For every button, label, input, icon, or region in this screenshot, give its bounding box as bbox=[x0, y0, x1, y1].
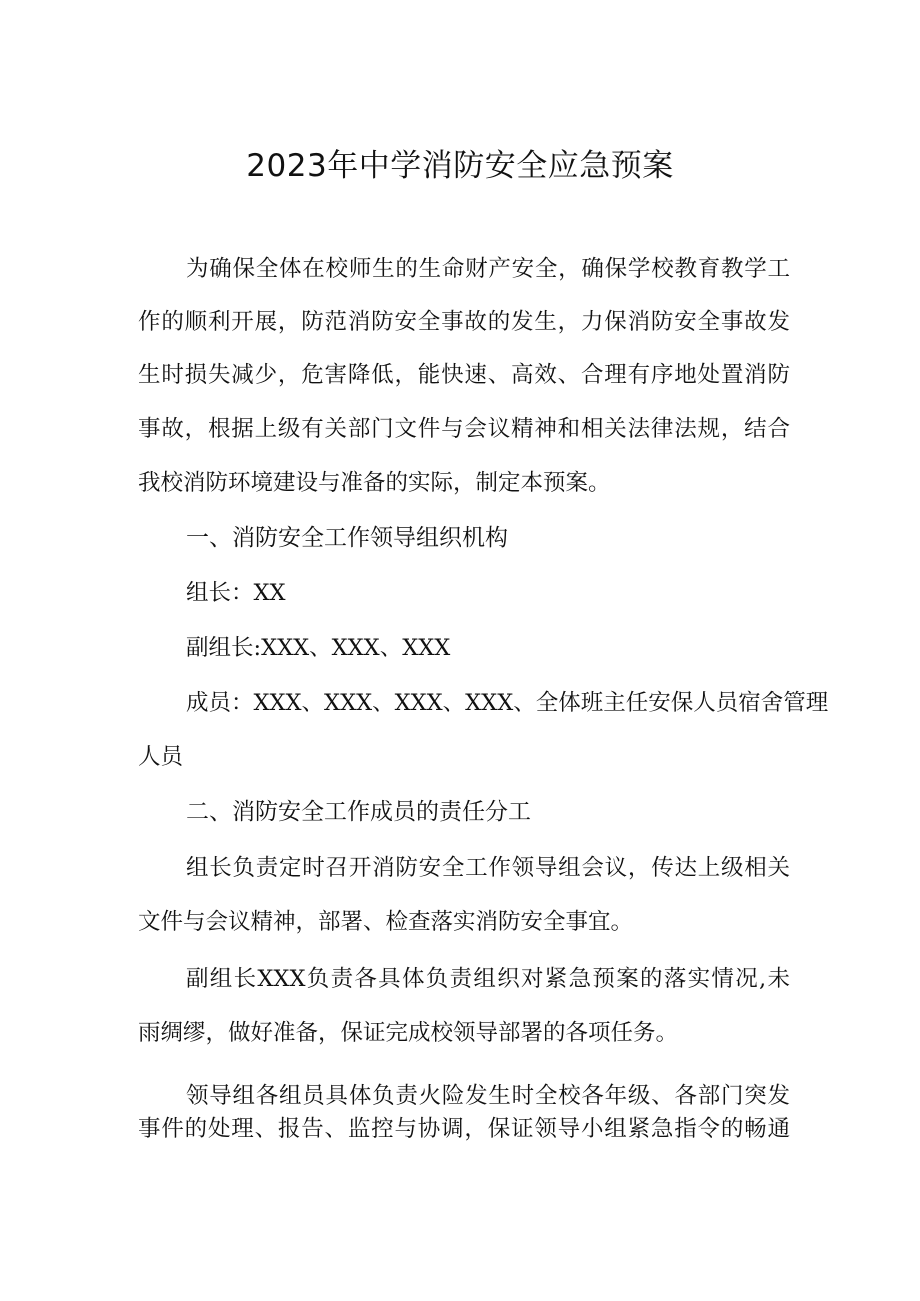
intro-line-1: 为确保全体在校师生的生命财产安全，确保学校教育教学工 bbox=[186, 256, 790, 282]
members-line-2: 人员 bbox=[138, 744, 184, 770]
intro-line-5: 我校消防环境建设与准备的实际，制定本预案。 bbox=[138, 470, 611, 496]
duty-para2-line-1: 副组长XXX负责各具体负责组织对紧急预案的落实情况,未 bbox=[186, 966, 790, 992]
section1-heading: 一、消防安全工作领导组织机构 bbox=[186, 525, 508, 551]
intro-line-2: 作的顺利开展，防范消防安全事故的发生，力保消防安全事故发 bbox=[138, 309, 790, 335]
members-line-1: 成员：XXX、XXX、XXX、XXX、全体班主任安保人员宿舍管理 bbox=[186, 690, 829, 716]
section2-heading: 二、消防安全工作成员的责任分工 bbox=[186, 799, 531, 825]
duty-para1-line-1: 组长负责定时召开消防安全工作领导组会议，传达上级相关 bbox=[186, 855, 790, 881]
group-leader: 组长：XX bbox=[186, 580, 286, 606]
duty-para3-line-2: 事件的处理、报告、监控与协调，保证领导小组紧急指令的畅通 bbox=[138, 1116, 790, 1142]
intro-line-3: 生时损失减少，危害降低，能快速、高效、合理有序地处置消防 bbox=[138, 362, 790, 388]
intro-line-4: 事故，根据上级有关部门文件与会议精神和相关法律法规，结合 bbox=[138, 416, 790, 442]
document-title: 2023年中学消防安全应急预案 bbox=[246, 148, 674, 184]
duty-para1-line-2: 文件与会议精神，部署、检查落实消防安全事宜。 bbox=[138, 909, 634, 935]
vice-leader: 副组长:XXX、XXX、XXX bbox=[186, 635, 451, 661]
duty-para3-line-1: 领导组各组员具体负责火险发生时全校各年级、各部门突发 bbox=[186, 1083, 790, 1109]
duty-para2-line-2: 雨绸缪，做好准备，保证完成校领导部署的各项任务。 bbox=[138, 1020, 679, 1046]
